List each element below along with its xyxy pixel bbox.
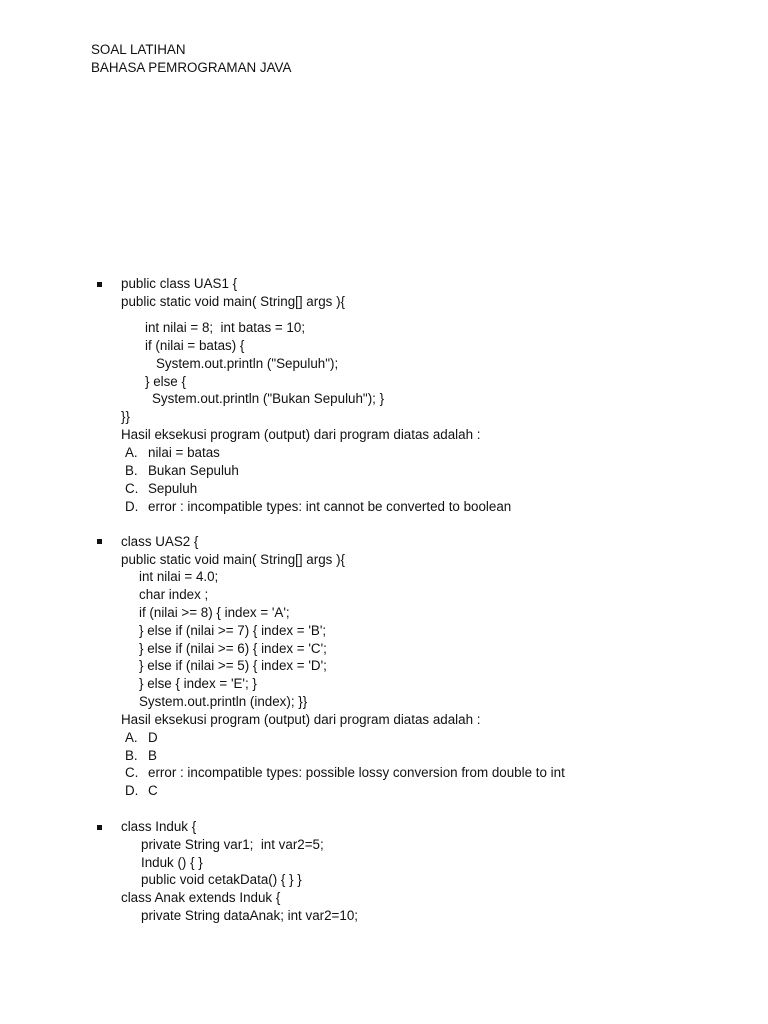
option-text: error : incompatible types: possible lossy conversion from double to int xyxy=(148,765,565,780)
option-letter: D. xyxy=(125,783,139,798)
bullet-icon xyxy=(97,539,102,544)
code-line: } else if (nilai >= 7) { index = 'B'; xyxy=(139,623,327,638)
question-prompt: Hasil eksekusi program (output) dari program diatas adalah : xyxy=(121,427,481,442)
code-line: private String var1; int var2=5; xyxy=(141,837,324,852)
code-line: class Anak extends Induk { xyxy=(121,890,281,905)
code-line: }} xyxy=(121,409,130,424)
code-line: int nilai = 8; int batas = 10; xyxy=(145,320,306,335)
code-line: if (nilai >= 8) { index = 'A'; xyxy=(139,605,290,620)
document-header xyxy=(91,41,291,76)
code-line: public void cetakData() { } } xyxy=(141,872,302,887)
code-line: class UAS2 { xyxy=(121,534,199,549)
option-letter: A. xyxy=(125,730,138,745)
option-letter: D. xyxy=(125,499,139,514)
option-letter: A. xyxy=(125,445,138,460)
code-line: } else if (nilai >= 5) { index = 'D'; xyxy=(139,658,327,673)
code-line: } else { xyxy=(145,374,186,389)
option-text: nilai = batas xyxy=(148,445,220,460)
header-subtitle: BAHASA PEMROGRAMAN JAVA xyxy=(91,59,292,75)
option-letter: C. xyxy=(125,481,139,496)
option-text: error : incompatible types: int cannot be converted to boolean xyxy=(148,499,512,514)
code-line: char index ; xyxy=(139,587,209,602)
code-line: System.out.println ("Sepuluh"); xyxy=(156,356,339,371)
bullet-icon xyxy=(97,282,102,287)
option-letter: C. xyxy=(125,765,139,780)
code-line: } else if (nilai >= 6) { index = 'C'; xyxy=(139,641,327,656)
option-text: D xyxy=(148,730,158,745)
bullet-icon xyxy=(97,825,102,830)
header-title: SOAL LATIHAN xyxy=(91,42,186,57)
code-line: if (nilai = batas) { xyxy=(145,338,245,353)
code-line: public static void main( String[] args ){ xyxy=(121,294,346,309)
question-prompt: Hasil eksekusi program (output) dari program diatas adalah : xyxy=(121,712,481,727)
code-line: } else { index = 'E'; } xyxy=(139,676,257,691)
code-line: System.out.println (index); }} xyxy=(139,694,308,709)
option-text: C xyxy=(148,783,158,798)
option-text: Bukan Sepuluh xyxy=(148,463,239,478)
code-line: System.out.println ("Bukan Sepuluh"); } xyxy=(152,391,385,406)
code-line: private String dataAnak; int var2=10; xyxy=(141,908,358,923)
option-text: B xyxy=(148,748,157,763)
code-line: public static void main( String[] args ){ xyxy=(121,552,346,567)
code-line: class Induk { xyxy=(121,819,197,834)
code-line: public class UAS1 { xyxy=(121,276,238,291)
option-letter: B. xyxy=(125,463,138,478)
code-line: int nilai = 4.0; xyxy=(139,569,219,584)
code-line: Induk () { } xyxy=(141,855,203,870)
option-letter: B. xyxy=(125,748,138,763)
option-text: Sepuluh xyxy=(148,481,198,496)
